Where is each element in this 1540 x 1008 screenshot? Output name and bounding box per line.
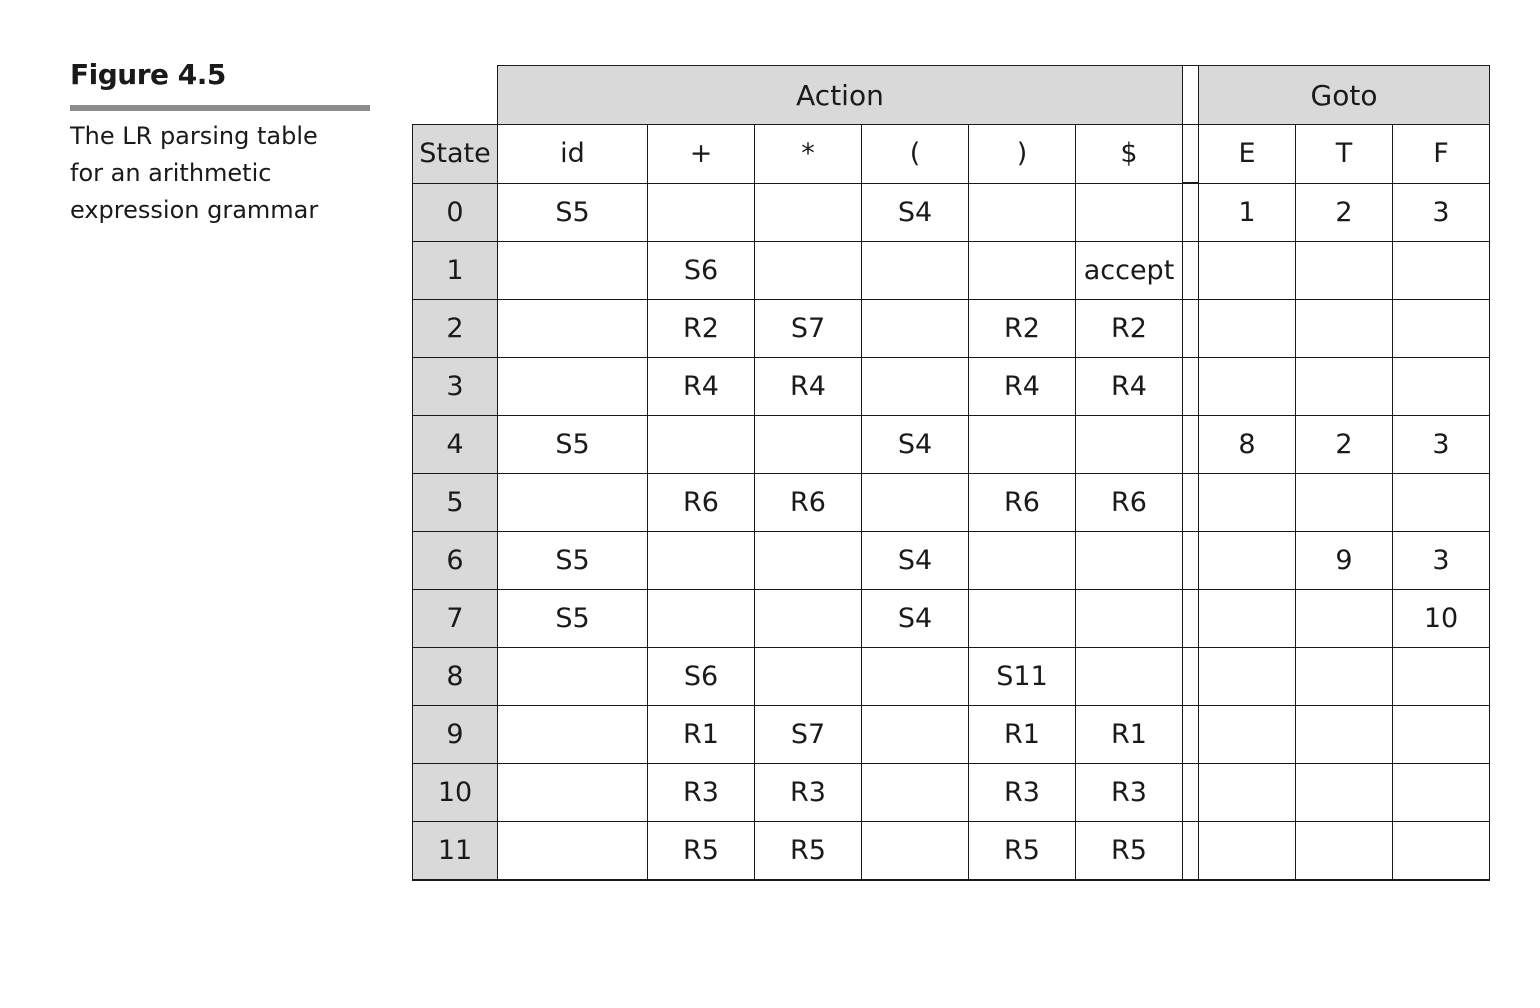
goto-cell bbox=[1296, 242, 1393, 300]
action-cell bbox=[1076, 416, 1183, 474]
action-cell bbox=[862, 242, 969, 300]
goto-cell bbox=[1199, 590, 1296, 648]
action-cell bbox=[862, 358, 969, 416]
action-column-header: ) bbox=[969, 125, 1076, 184]
goto-cell: 3 bbox=[1393, 416, 1490, 474]
table-row bbox=[413, 764, 1490, 822]
action-cell bbox=[862, 822, 969, 881]
goto-cell bbox=[1199, 648, 1296, 706]
state-cell: 11 bbox=[413, 822, 498, 881]
table-row bbox=[413, 532, 1490, 590]
goto-cell bbox=[1393, 706, 1490, 764]
column-separator bbox=[1183, 66, 1199, 125]
column-separator bbox=[1183, 416, 1199, 474]
action-cell: R2 bbox=[648, 300, 755, 358]
action-cell bbox=[862, 474, 969, 532]
goto-cell bbox=[1199, 358, 1296, 416]
action-cell bbox=[498, 648, 648, 706]
column-separator bbox=[1183, 532, 1199, 590]
table-row bbox=[413, 416, 1490, 474]
column-separator bbox=[1183, 706, 1199, 764]
column-separator bbox=[1183, 300, 1199, 358]
action-cell bbox=[498, 706, 648, 764]
goto-cell bbox=[1296, 648, 1393, 706]
action-cell: S5 bbox=[498, 532, 648, 590]
action-cell: R1 bbox=[648, 706, 755, 764]
goto-cell: 3 bbox=[1393, 532, 1490, 590]
action-cell: R6 bbox=[755, 474, 862, 532]
action-cell bbox=[648, 590, 755, 648]
action-cell bbox=[498, 300, 648, 358]
goto-cell bbox=[1296, 590, 1393, 648]
action-cell: S4 bbox=[862, 532, 969, 590]
goto-column-header: T bbox=[1296, 125, 1393, 184]
action-cell bbox=[755, 183, 862, 242]
figure-title: Figure 4.5 bbox=[70, 58, 226, 91]
action-cell bbox=[498, 474, 648, 532]
column-header-row bbox=[413, 125, 1490, 184]
action-cell bbox=[862, 300, 969, 358]
action-column-header: ( bbox=[862, 125, 969, 184]
goto-cell: 9 bbox=[1296, 532, 1393, 590]
column-separator bbox=[1183, 822, 1199, 881]
action-cell: R5 bbox=[1076, 822, 1183, 881]
table-row bbox=[413, 822, 1490, 881]
column-separator bbox=[1183, 242, 1199, 300]
action-cell bbox=[862, 648, 969, 706]
action-cell: S7 bbox=[755, 706, 862, 764]
table-row bbox=[413, 474, 1490, 532]
action-cell: R3 bbox=[1076, 764, 1183, 822]
action-column-header: id bbox=[498, 125, 648, 184]
action-cell: S5 bbox=[498, 416, 648, 474]
goto-cell: 10 bbox=[1393, 590, 1490, 648]
action-cell: R3 bbox=[969, 764, 1076, 822]
action-cell: S6 bbox=[648, 242, 755, 300]
action-cell bbox=[498, 358, 648, 416]
state-cell: 2 bbox=[413, 300, 498, 358]
action-column-header: + bbox=[648, 125, 755, 184]
state-cell: 3 bbox=[413, 358, 498, 416]
goto-cell: 8 bbox=[1199, 416, 1296, 474]
table-row bbox=[413, 706, 1490, 764]
goto-cell: 2 bbox=[1296, 416, 1393, 474]
column-separator bbox=[1183, 648, 1199, 706]
lr-parsing-table bbox=[412, 65, 1490, 881]
action-cell bbox=[1076, 532, 1183, 590]
action-cell bbox=[755, 416, 862, 474]
action-cell: R6 bbox=[1076, 474, 1183, 532]
action-cell: accept bbox=[1076, 242, 1183, 300]
action-cell bbox=[969, 183, 1076, 242]
action-cell bbox=[969, 416, 1076, 474]
action-cell bbox=[969, 532, 1076, 590]
goto-cell bbox=[1393, 358, 1490, 416]
action-cell bbox=[1076, 590, 1183, 648]
goto-cell bbox=[1393, 648, 1490, 706]
goto-column-header: F bbox=[1393, 125, 1490, 184]
action-cell: R2 bbox=[969, 300, 1076, 358]
goto-cell: 2 bbox=[1296, 183, 1393, 242]
action-cell bbox=[862, 706, 969, 764]
action-cell bbox=[1076, 183, 1183, 242]
table-row bbox=[413, 358, 1490, 416]
state-cell: 10 bbox=[413, 764, 498, 822]
goto-cell: 3 bbox=[1393, 183, 1490, 242]
goto-cell bbox=[1199, 822, 1296, 881]
table-row bbox=[413, 648, 1490, 706]
action-column-header: $ bbox=[1076, 125, 1183, 184]
goto-cell bbox=[1199, 764, 1296, 822]
action-cell bbox=[648, 183, 755, 242]
goto-cell bbox=[1393, 242, 1490, 300]
action-cell: R4 bbox=[969, 358, 1076, 416]
state-cell: 6 bbox=[413, 532, 498, 590]
caption-line: The LR parsing table bbox=[70, 122, 318, 150]
action-cell bbox=[755, 590, 862, 648]
goto-cell bbox=[1393, 822, 1490, 881]
action-cell bbox=[648, 532, 755, 590]
figure-caption bbox=[70, 118, 370, 229]
action-cell bbox=[498, 822, 648, 881]
state-cell: 9 bbox=[413, 706, 498, 764]
action-cell: S7 bbox=[755, 300, 862, 358]
figure-title-rule bbox=[70, 105, 370, 111]
goto-cell bbox=[1296, 706, 1393, 764]
state-cell: 8 bbox=[413, 648, 498, 706]
action-cell: R3 bbox=[755, 764, 862, 822]
action-cell: R4 bbox=[1076, 358, 1183, 416]
goto-cell bbox=[1199, 474, 1296, 532]
table-row bbox=[413, 242, 1490, 300]
state-cell: 5 bbox=[413, 474, 498, 532]
action-cell bbox=[498, 242, 648, 300]
caption-line: expression grammar bbox=[70, 196, 319, 224]
caption-line: for an arithmetic bbox=[70, 159, 272, 187]
goto-cell bbox=[1199, 242, 1296, 300]
table-row bbox=[413, 590, 1490, 648]
column-separator bbox=[1183, 764, 1199, 822]
state-cell: 1 bbox=[413, 242, 498, 300]
action-cell: R6 bbox=[969, 474, 1076, 532]
state-cell: 7 bbox=[413, 590, 498, 648]
column-separator bbox=[1183, 474, 1199, 532]
action-cell bbox=[862, 764, 969, 822]
goto-cell bbox=[1296, 764, 1393, 822]
goto-cell bbox=[1296, 358, 1393, 416]
goto-cell bbox=[1199, 532, 1296, 590]
action-cell bbox=[969, 590, 1076, 648]
state-column-header: State bbox=[413, 125, 498, 184]
state-cell: 0 bbox=[413, 183, 498, 242]
action-cell: R3 bbox=[648, 764, 755, 822]
action-cell: S5 bbox=[498, 183, 648, 242]
table-row bbox=[413, 183, 1490, 242]
action-cell bbox=[755, 648, 862, 706]
goto-group-header: Goto bbox=[1199, 66, 1490, 125]
action-cell: R6 bbox=[648, 474, 755, 532]
action-cell: S4 bbox=[862, 183, 969, 242]
column-separator bbox=[1183, 590, 1199, 648]
action-column-header: * bbox=[755, 125, 862, 184]
table-body bbox=[413, 183, 1490, 880]
action-cell: R4 bbox=[755, 358, 862, 416]
goto-column-header: E bbox=[1199, 125, 1296, 184]
action-cell: S4 bbox=[862, 416, 969, 474]
goto-cell bbox=[1296, 474, 1393, 532]
goto-cell bbox=[1199, 300, 1296, 358]
action-cell: S11 bbox=[969, 648, 1076, 706]
goto-cell bbox=[1393, 764, 1490, 822]
goto-cell bbox=[1393, 474, 1490, 532]
action-cell bbox=[648, 416, 755, 474]
table-corner bbox=[413, 66, 498, 125]
goto-cell bbox=[1393, 300, 1490, 358]
table-row bbox=[413, 300, 1490, 358]
column-separator bbox=[1183, 358, 1199, 416]
goto-cell: 1 bbox=[1199, 183, 1296, 242]
action-cell: R2 bbox=[1076, 300, 1183, 358]
goto-cell bbox=[1296, 300, 1393, 358]
action-group-header: Action bbox=[498, 66, 1183, 125]
action-cell: R5 bbox=[648, 822, 755, 881]
column-separator bbox=[1183, 183, 1199, 242]
action-cell: S6 bbox=[648, 648, 755, 706]
action-cell bbox=[969, 242, 1076, 300]
state-cell: 4 bbox=[413, 416, 498, 474]
action-cell bbox=[755, 242, 862, 300]
action-cell bbox=[1076, 648, 1183, 706]
goto-cell bbox=[1296, 822, 1393, 881]
goto-cell bbox=[1199, 706, 1296, 764]
action-cell bbox=[755, 532, 862, 590]
action-cell: S5 bbox=[498, 590, 648, 648]
action-cell: R4 bbox=[648, 358, 755, 416]
action-cell: R5 bbox=[755, 822, 862, 881]
action-cell bbox=[498, 764, 648, 822]
action-cell: S4 bbox=[862, 590, 969, 648]
action-cell: R5 bbox=[969, 822, 1076, 881]
action-cell: R1 bbox=[969, 706, 1076, 764]
action-cell: R1 bbox=[1076, 706, 1183, 764]
column-separator bbox=[1183, 125, 1199, 184]
